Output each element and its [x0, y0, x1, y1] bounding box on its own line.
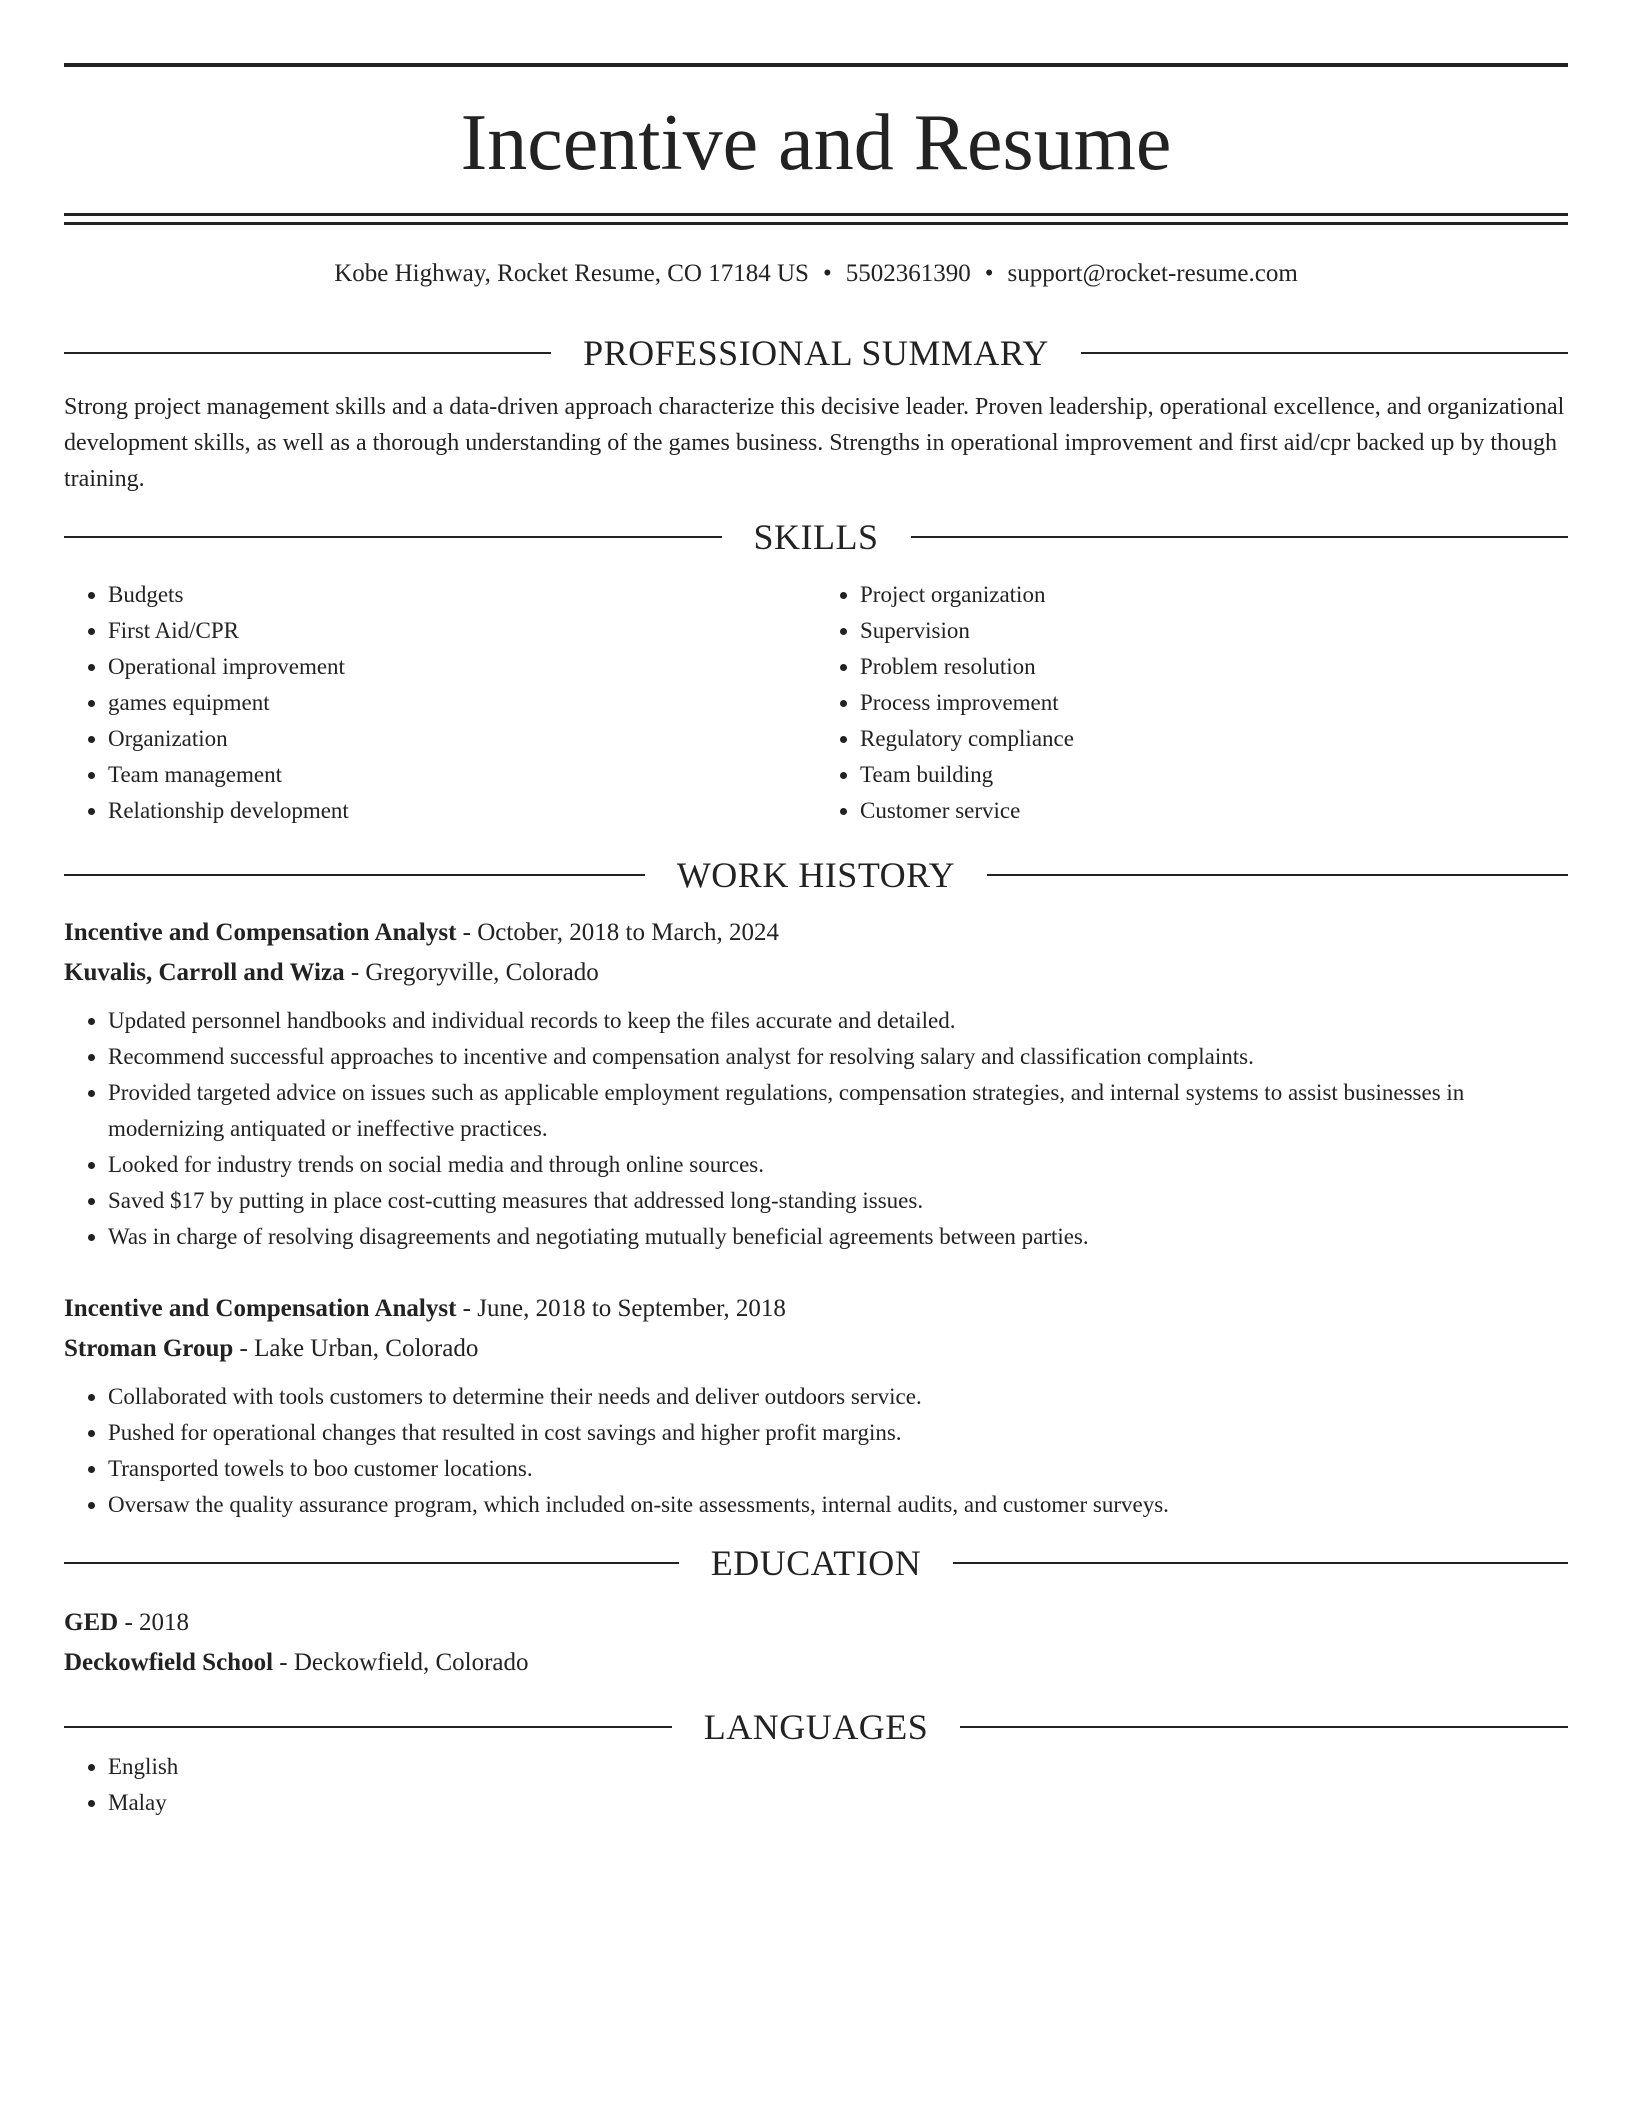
skill-item: • Process improvement: [860, 685, 1568, 721]
heading-rule: [911, 536, 1569, 538]
school-line: [64, 1643, 1568, 1683]
contact-separator: •: [822, 260, 832, 287]
skill-item: • Organization: [108, 721, 816, 757]
degree: GED: [64, 1609, 119, 1636]
section-title: EDUCATION: [710, 1543, 922, 1583]
job-bullet: • Transported towels to boo customer locations.: [108, 1451, 1568, 1487]
education-entry: [64, 1603, 1568, 1683]
job-bullet: • Oversaw the quality assurance program, which included on-site assessments, internal audits, and customer surveys.: [108, 1487, 1568, 1523]
job-location: - Gregoryville, Colorado: [344, 959, 599, 986]
skill-item: • Problem resolution: [860, 649, 1568, 685]
skills-list-right: [816, 577, 1568, 829]
section-title: WORK HISTORY: [676, 855, 956, 895]
job-bullet: • Recommend successful approaches to incentive and compensation analyst for resolving salary and classification complaints.: [108, 1039, 1568, 1075]
contact-email: support@rocket-resume.com: [1007, 260, 1298, 287]
resume-name: Incentive and Resume: [460, 99, 1172, 187]
job-bullets: [64, 1379, 1568, 1523]
job-company: Stroman Group: [64, 1335, 234, 1362]
heading-rule: [1081, 352, 1568, 354]
heading-rule: [64, 352, 551, 354]
skill-item: • Team building: [860, 757, 1568, 793]
job-title: Incentive and Compensation Analyst: [64, 1295, 457, 1322]
section-heading-languages: [64, 1705, 1568, 1749]
heading-rule: [953, 1562, 1568, 1564]
double-rule: [64, 213, 1568, 225]
skill-item: • Project organization: [860, 577, 1568, 613]
section-heading-summary: [64, 331, 1568, 375]
job-company: Kuvalis, Carroll and Wiza: [64, 959, 345, 986]
skill-item: • Regulatory compliance: [860, 721, 1568, 757]
job-bullet: • Saved $17 by putting in place cost-cutting measures that addressed long-standing issues.: [108, 1183, 1568, 1219]
contact-phone: 5502361390: [845, 260, 971, 287]
language-item: • English: [108, 1749, 1568, 1785]
heading-rule: [987, 874, 1568, 876]
spacer: [64, 1523, 1568, 1541]
languages-list: [64, 1749, 1568, 1821]
job-bullets: [64, 1003, 1568, 1255]
heading-rule: [64, 1726, 672, 1728]
job-title: Incentive and Compensation Analyst: [64, 919, 457, 946]
heading-rule: [64, 536, 722, 538]
section-title: SKILLS: [753, 517, 879, 557]
section-heading-skills: [64, 515, 1568, 559]
job-bullet: • Looked for industry trends on social media and through online sources.: [108, 1147, 1568, 1183]
skill-item: • Customer service: [860, 793, 1568, 829]
skill-item: • Team management: [108, 757, 816, 793]
contact-address: Kobe Highway, Rocket Resume, CO 17184 US: [334, 260, 809, 287]
contact-line: [64, 259, 1568, 289]
heading-rule: [960, 1726, 1568, 1728]
summary-text: Strong project management skills and a data-driven approach characterize this decisive leader. Proven leadership, operational excellence, and organizational development skills, as well as a thorough understanding of the games business. Strengths in operational improvement and first aid/cpr backed up by though training.: [64, 394, 1565, 492]
job-bullet: • Provided targeted advice on issues such as applicable employment regulations, compensation strategies, and internal systems to assist businesses in modernizing antiquated or ineffective practices.: [108, 1075, 1568, 1147]
skills-columns: [64, 577, 1568, 829]
school-location: - Deckowfield, Colorado: [273, 1649, 529, 1676]
job-bullet: • Updated personnel handbooks and individual records to keep the files accurate and detailed.: [108, 1003, 1568, 1039]
job-bullet: • Collaborated with tools customers to determine their needs and deliver outdoors service.: [108, 1379, 1568, 1415]
skill-item: • Budgets: [108, 577, 816, 613]
job-company-line: [64, 953, 1568, 993]
skill-item: • First Aid/CPR: [108, 613, 816, 649]
skills-list-left: [64, 577, 816, 829]
section-title: LANGUAGES: [703, 1707, 929, 1747]
skill-item: • Relationship development: [108, 793, 816, 829]
job-title-line: [64, 913, 1568, 953]
job-dates: - October, 2018 to March, 2024: [456, 919, 779, 946]
heading-rule: [64, 1562, 679, 1564]
school-name: Deckowfield School: [64, 1649, 274, 1676]
job-bullet: • Pushed for operational changes that resulted in cost savings and higher profit margins.: [108, 1415, 1568, 1451]
degree-year: - 2018: [118, 1609, 190, 1636]
job-location: - Lake Urban, Colorado: [233, 1335, 479, 1362]
job-company-line: [64, 1329, 1568, 1369]
degree-line: [64, 1603, 1568, 1643]
contact-separator: •: [984, 260, 994, 287]
skill-item: • games equipment: [108, 685, 816, 721]
section-heading-work: [64, 853, 1568, 897]
language-item: • Malay: [108, 1785, 1568, 1821]
heading-rule: [64, 874, 645, 876]
section-heading-education: [64, 1541, 1568, 1585]
job-title-line: [64, 1289, 1568, 1329]
top-rule: [64, 63, 1568, 67]
job-dates: - June, 2018 to September, 2018: [456, 1295, 786, 1322]
job-entry: [64, 913, 1568, 1255]
skill-item: • Operational improvement: [108, 649, 816, 685]
section-title: PROFESSIONAL SUMMARY: [583, 333, 1049, 373]
job-entry: [64, 1289, 1568, 1523]
skill-item: • Supervision: [860, 613, 1568, 649]
job-bullet: • Was in charge of resolving disagreements and negotiating mutually beneficial agreements between parties.: [108, 1219, 1568, 1255]
